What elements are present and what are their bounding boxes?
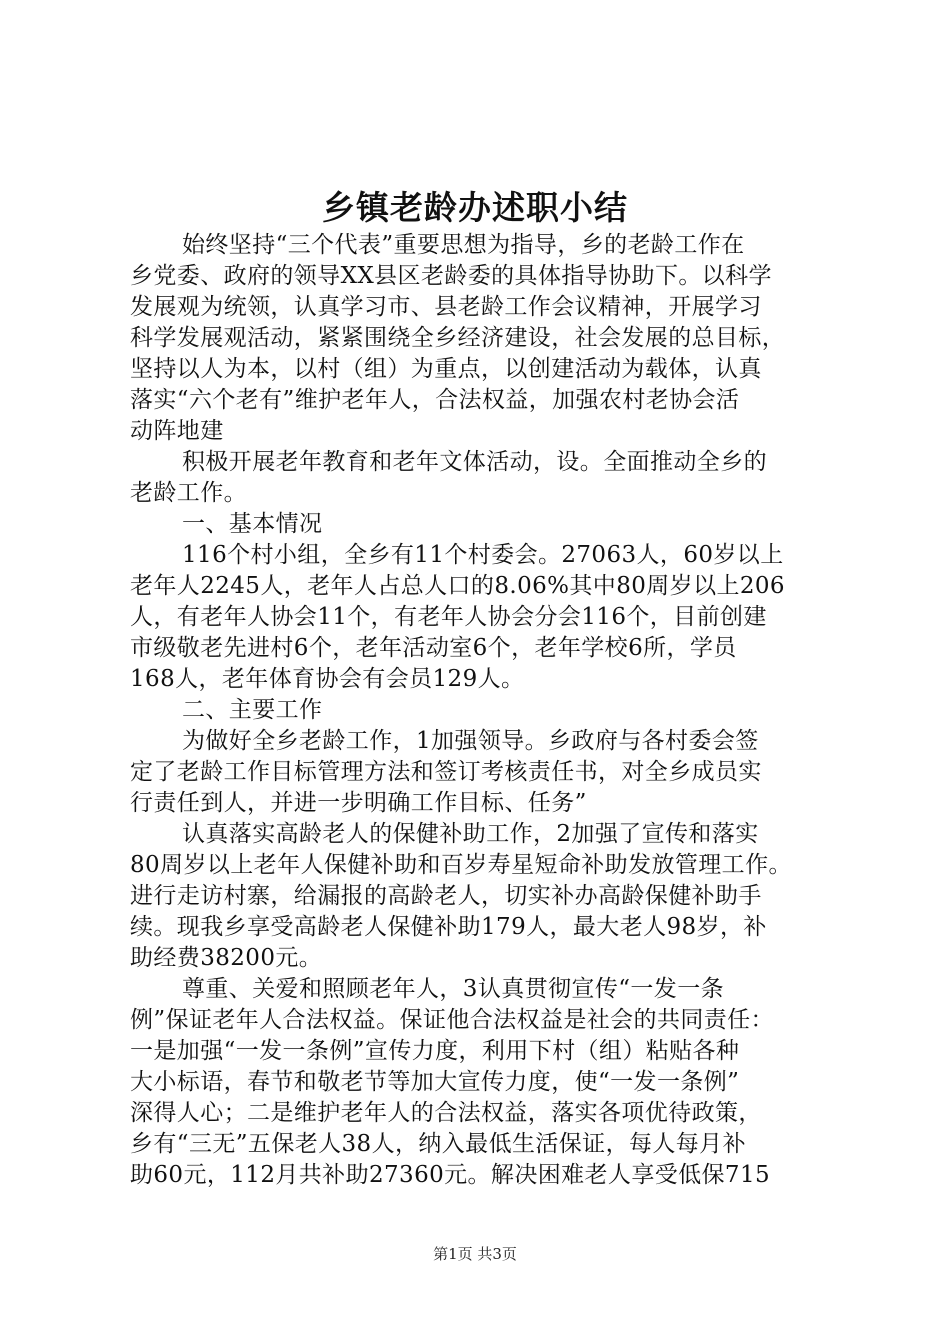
body-line: 积极开展老年教育和老年文体活动，设。全面推动全乡的 (182, 449, 767, 475)
body-line: 116个村小组，全乡有11个村委会。27063人，60岁以上 (182, 542, 784, 568)
body-line: 定了老龄工作目标管理方法和签订考核责任书，对全乡成员实 (130, 759, 762, 785)
body-line: 深得人心；二是维护老年人的合法权益，落实各项优待政策， (130, 1100, 762, 1126)
body-line: 大小标语，春节和敬老节等加大宣传力度，使“一发一条例” (130, 1069, 740, 1095)
body-line: 助60元，112月共补助27360元。解决困难老人享受低保715 (130, 1162, 771, 1188)
body-line: 发展观为统领，认真学习市、县老龄工作会议精神，开展学习 (130, 294, 762, 320)
document-body (130, 230, 830, 1191)
page-number-footer: 第1页 共3页 (433, 1245, 517, 1263)
body-line: 落实“六个老有”维护老年人，合法权益，加强农村老协会活 (130, 387, 740, 413)
body-line: 进行走访村寨，给漏报的高龄老人，切实补办高龄保健补助手 (130, 883, 762, 909)
body-line: 168人，老年体育协会有会员129人。 (130, 666, 525, 692)
body-line: 市级敬老先进村6个，老年活动室6个，老年学校6所，学员 (130, 635, 737, 661)
body-line: 为做好全乡老龄工作，1加强领导。乡政府与各村委会签 (182, 728, 759, 754)
body-line: 始终坚持“三个代表”重要思想为指导，乡的老龄工作在 (182, 232, 745, 258)
body-line: 动阵地建 (130, 418, 224, 444)
body-line: 老龄工作。 (130, 480, 247, 506)
body-line: 坚持以人为本，以村（组）为重点，以创建活动为载体，认真 (130, 356, 762, 382)
document-title: 乡镇老龄办述职小结 (322, 188, 628, 227)
body-line: 科学发展观活动，紧紧围绕全乡经济建设，社会发展的总目标， (130, 325, 786, 351)
body-line: 例”保证老年人合法权益。保证他合法权益是社会的共同责任： (130, 1007, 774, 1033)
section-heading: 一、基本情况 (182, 511, 323, 537)
body-line: 一是加强“一发一条例”宣传力度，利用下村（组）粘贴各种 (130, 1038, 740, 1064)
body-line: 助经费38200元。 (130, 945, 323, 971)
body-line: 尊重、关爱和照顾老年人，3认真贯彻宣传“一发一条 (182, 976, 724, 1002)
body-line: 80周岁以上老年人保健补助和百岁寿星短命补助发放管理工作。 (130, 852, 792, 878)
body-line: 乡党委、政府的领导XX县区老龄委的具体指导协助下。以科学 (130, 263, 772, 289)
body-line: 乡有“三无”五保老人38人，纳入最低生活保证，每人每月补 (130, 1131, 746, 1157)
body-line: 认真落实高龄老人的保健补助工作，2加强了宣传和落实 (182, 821, 759, 847)
body-line: 老年人2245人，老年人占总人口的8.06%其中80周岁以上206 (130, 573, 785, 599)
section-heading: 二、主要工作 (182, 697, 323, 723)
body-line: 续。现我乡享受高龄老人保健补助179人，最大老人98岁，补 (130, 914, 767, 940)
body-line: 行责任到人，并进一步明确工作目标、任务” (130, 790, 587, 816)
body-line: 人，有老年人协会11个，有老年人协会分会116个，目前创建 (130, 604, 767, 630)
